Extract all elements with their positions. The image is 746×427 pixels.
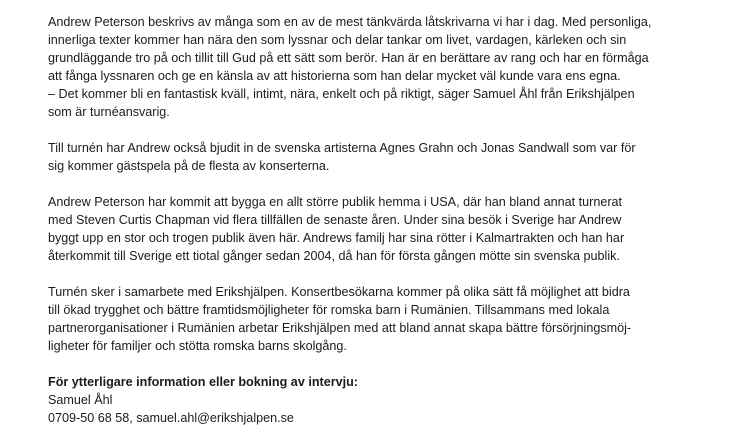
text-line: Turnén sker i samarbete med Erikshjälpen. Konsertbesökarna kommer på olika sätt få möjlighet att bidra xyxy=(48,285,630,299)
press-release-body xyxy=(48,13,698,427)
text-line: ligheter för familjer och stötta romska barns skolgång. xyxy=(48,339,347,353)
contact-details: 0709-50 68 58, samuel.ahl@erikshjalpen.se xyxy=(48,411,294,425)
paragraph-intro xyxy=(48,13,698,121)
text-line: Till turnén har Andrew också bjudit in de svenska artisterna Agnes Grahn och Jonas Sandwall som var för xyxy=(48,141,636,155)
text-line: återkommit till Sverige ett tiotal gånger sedan 2004, då han för första gången mötte sin svenska publik. xyxy=(48,249,620,263)
text-line: innerliga texter kommer han nära den som lyssnar och delar tankar om livet, vardagen, kärleken och sin xyxy=(48,33,627,47)
paragraph-cooperation xyxy=(48,283,698,355)
text-line: som är turnéansvarig. xyxy=(48,105,170,119)
text-line: partnerorganisationer i Rumänien arbetar Erikshjälpen med att bland annat skapa bättre försörjningsmöj- xyxy=(48,321,632,335)
text-line: grundläggande tro på och tillit till Gud på ett sätt som berör. Han är en berättare av rang och har en förmåga xyxy=(48,51,649,65)
text-line: med Steven Curtis Chapman vid flera tillfällen de senaste åren. Under sina besök i Sverige har Andrew xyxy=(48,213,622,227)
text-line: att fånga lyssnaren och ge en känsla av att historierna som han delar mycket väl kunde vara ens egna. xyxy=(48,69,621,83)
text-line: Andrew Peterson beskrivs av många som en av de mest tänkvärda låtskrivarna vi har i dag. Med personliga, xyxy=(48,15,652,29)
paragraph-guests xyxy=(48,139,698,175)
text-line: sig kommer gästspela på de flesta av konserterna. xyxy=(48,159,330,173)
quote-line: – Det kommer bli en fantastisk kväll, intimt, nära, enkelt och på riktigt, säger Samuel Åhl från Erikshjälpen xyxy=(48,87,635,101)
contact-heading: För ytterligare information eller bokning av intervju: xyxy=(48,375,358,389)
text-line: byggt upp en stor och trogen publik även här. Andrews familj har sina rötter i Kalmartrakten och han har xyxy=(48,231,625,245)
text-line: Andrew Peterson har kommit att bygga en allt större publik hemma i USA, där han bland annat turnerat xyxy=(48,195,623,209)
text-line: till ökad trygghet och bättre framtidsmöjligheter för romska barn i Rumänien. Tillsammans med lokala xyxy=(48,303,610,317)
contact-name: Samuel Åhl xyxy=(48,393,113,407)
paragraph-background xyxy=(48,193,698,265)
